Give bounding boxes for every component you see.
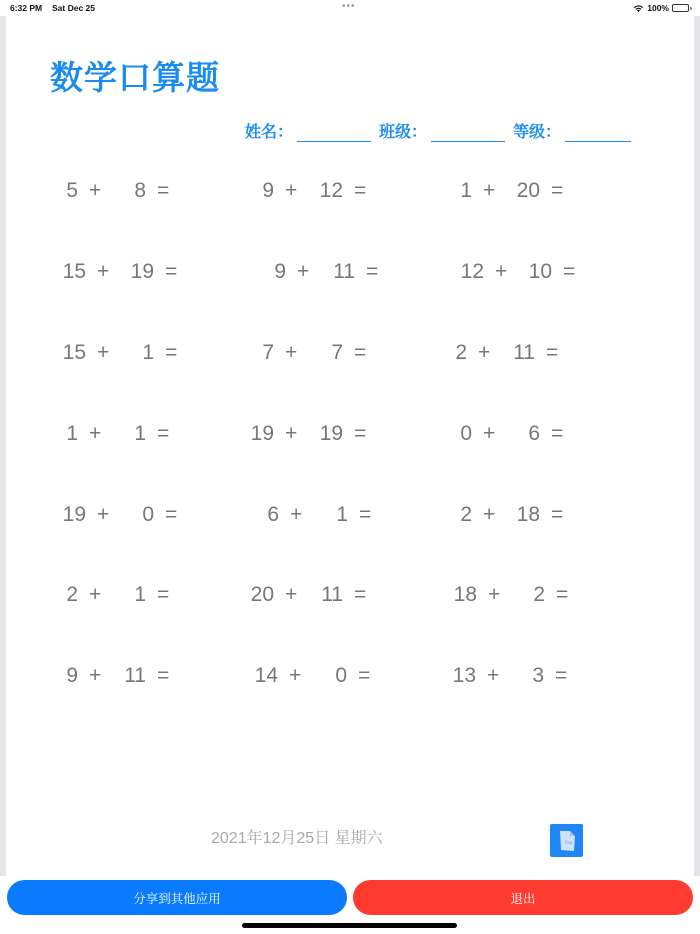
operand-b: 11 [333,260,355,283]
operator: + [285,179,298,202]
problem-item [6,503,694,531]
operand-b: 0 [142,503,154,526]
operand-a: 19 [250,422,274,445]
equals-sign: = [157,179,170,202]
equals-sign: = [551,503,564,526]
class-label: 班级： [379,124,428,141]
problem-item [6,422,694,450]
grade-label: 等级： [513,124,562,141]
wifi-icon [633,4,644,13]
operand-a: 2 [460,503,472,526]
operator: + [89,664,102,687]
equals-sign: = [359,503,372,526]
share-button[interactable]: 分享到其他应用 [7,880,347,915]
operand-b: 1 [134,422,146,445]
equals-sign: = [165,260,178,283]
equals-sign: = [354,422,367,445]
operand-b: 2 [533,583,545,606]
operand-b: 1 [142,341,154,364]
equals-sign: = [157,422,170,445]
equals-sign: = [551,179,564,202]
problem-item [6,583,694,611]
equals-sign: = [546,341,559,364]
equals-sign: = [366,260,379,283]
battery-percent: 100% [647,3,669,13]
operator: + [488,583,501,606]
operand-a: 20 [250,583,274,606]
status-time: 6:32 PM [10,3,43,13]
operator: + [97,260,110,283]
operand-a: 2 [455,341,467,364]
problem-grid [6,16,694,716]
equals-sign: = [354,583,367,606]
operand-a: 13 [452,664,476,687]
operand-a: 6 [267,503,279,526]
name-label: 姓名： [245,124,294,141]
operand-a: 0 [460,422,472,445]
problem-item [6,179,694,207]
operand-b: 0 [335,664,347,687]
operator: + [478,341,491,364]
equals-sign: = [157,664,170,687]
battery-icon [672,4,692,13]
operand-b: 18 [516,503,540,526]
exit-button[interactable]: 退出 [353,880,693,915]
home-indicator[interactable] [242,923,457,928]
operator: + [285,583,298,606]
operator: + [89,583,102,606]
equals-sign: = [157,583,170,606]
equals-sign: = [563,260,576,283]
operand-a: 1 [460,179,472,202]
operand-a: 2 [66,583,78,606]
operand-a: 9 [262,179,274,202]
operand-b: 11 [124,664,146,687]
operand-a: 15 [62,260,86,283]
equals-sign: = [354,179,367,202]
status-date: Sat Dec 25 [52,3,95,13]
operand-a: 14 [254,664,278,687]
operator: + [89,179,102,202]
operand-b: 3 [532,664,544,687]
operator: + [487,664,500,687]
operand-a: 9 [274,260,286,283]
operator: + [483,179,496,202]
operand-b: 11 [321,583,343,606]
equals-sign: = [165,341,178,364]
operand-b: 10 [528,260,552,283]
document-icon[interactable] [550,824,583,857]
problem-item [6,260,694,288]
equals-sign: = [555,664,568,687]
operand-a: 18 [453,583,477,606]
operand-a: 1 [66,422,78,445]
operator: + [483,422,496,445]
worksheet [6,16,694,876]
operator: + [495,260,508,283]
svg-text:Pag: Pag [564,839,572,845]
status-bar [0,0,700,16]
operand-a: 19 [62,503,86,526]
worksheet-date: 2021年12月25日 星期六 [211,830,383,847]
problem-item [6,341,694,369]
operator: + [97,503,110,526]
operand-b: 8 [134,179,146,202]
operand-b: 1 [134,583,146,606]
operator: + [285,341,298,364]
operator: + [290,503,303,526]
status-right [633,3,692,13]
operator: + [483,503,496,526]
operand-b: 7 [331,341,343,364]
operand-a: 7 [262,341,274,364]
side-strip-right [694,16,700,876]
equals-sign: = [354,341,367,364]
equals-sign: = [551,422,564,445]
operand-a: 9 [66,664,78,687]
operand-b: 11 [513,341,535,364]
operand-a: 5 [66,179,78,202]
operand-b: 20 [516,179,540,202]
operand-a: 15 [62,341,86,364]
equals-sign: = [556,583,569,606]
problem-item [6,664,694,692]
operand-b: 19 [130,260,154,283]
equals-sign: = [165,503,178,526]
operand-a: 12 [460,260,484,283]
multitask-dots[interactable]: ••• [342,1,356,12]
equals-sign: = [358,664,371,687]
operator: + [97,341,110,364]
operand-b: 1 [336,503,348,526]
operator: + [89,422,102,445]
operator: + [285,422,298,445]
operand-b: 19 [319,422,343,445]
operand-b: 12 [319,179,343,202]
operator: + [297,260,310,283]
operator: + [289,664,302,687]
operand-b: 6 [528,422,540,445]
page-title: 数学口算题 [50,59,220,96]
